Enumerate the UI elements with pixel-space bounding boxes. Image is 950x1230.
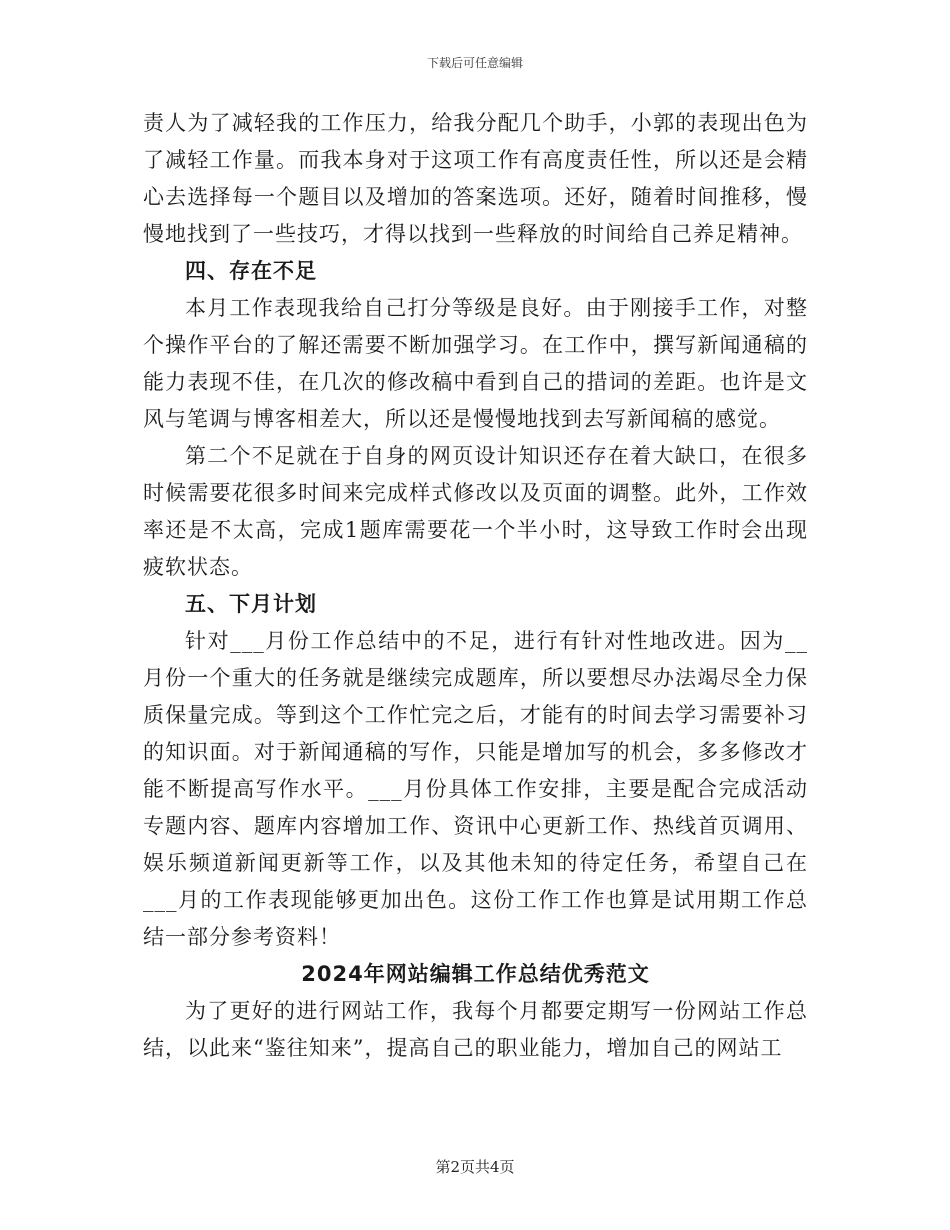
page-number: 第2页共4页 (435, 1158, 515, 1176)
section-heading-next-month-plan: 五、下月计划 (185, 592, 317, 616)
paragraph-shortcomings-1: 本月工作表现我给自己打分等级是良好。由于刚接手工作，对整个操作平台的了解还需要不断加强学习。在工作中，撰写新闻通稿的能力表现不佳，在几次的修改稿中看到自己的措词的差距。也许是文风与笔调与博客相差大，所以还是慢慢地找到去写新闻稿的感觉。 (143, 296, 808, 431)
page-header-note: 下载后可任意编辑 (426, 56, 523, 70)
paragraph-shortcomings-2: 第二个不足就在于自身的网页设计知识还存在着大缺口，在很多时候需要花很多时间来完成样式修改以及页面的调整。此外，工作效率还是不太高，完成1题库需要花一个半小时，这导致工作时会出现疲软状态。 (143, 444, 808, 579)
document-body (143, 105, 808, 1067)
document-title: 2024年网站编辑工作总结优秀范文 (301, 962, 650, 986)
paragraph-continued: 责人为了减轻我的工作压力，给我分配几个助手，小郭的表现出色为了减轻工作量。而我本身对于这项工作有高度责任性，所以还是会精心去选择每一个题目以及增加的答案选项。还好，随着时间推移，慢慢地找到了一些技巧，才得以找到一些释放的时间给自己养足精神。 (143, 111, 808, 246)
paragraph-new-document-intro: 为了更好的进行网站工作，我每个月都要定期写一份网站工作总结，以此来“鉴往知来”，提高自己的职业能力，增加自己的网站工 (143, 999, 808, 1060)
paragraph-next-month-plan: 针对___月份工作总结中的不足，进行有针对性地改进。因为__月份一个重大的任务就是继续完成题库，所以要想尽办法竭尽全力保质保量完成。等到这个工作忙完之后，才能有的时间去学习需要补习的知识面。对于新闻通稿的写作，只能是增加写的机会，多多修改才能不断提高写作水平。___月份具体工作安排，主要是配合完成活动专题内容、题库内容增加工作、资讯中心更新工作、热线首页调用、娱乐频道新闻更新等工作，以及其他未知的待定任务，希望自己在___月的工作表现能够更加出色。这份工作工作也算是试用期工作总结一部分参考资料！ (143, 629, 808, 949)
section-heading-shortcomings: 四、存在不足 (185, 259, 317, 283)
